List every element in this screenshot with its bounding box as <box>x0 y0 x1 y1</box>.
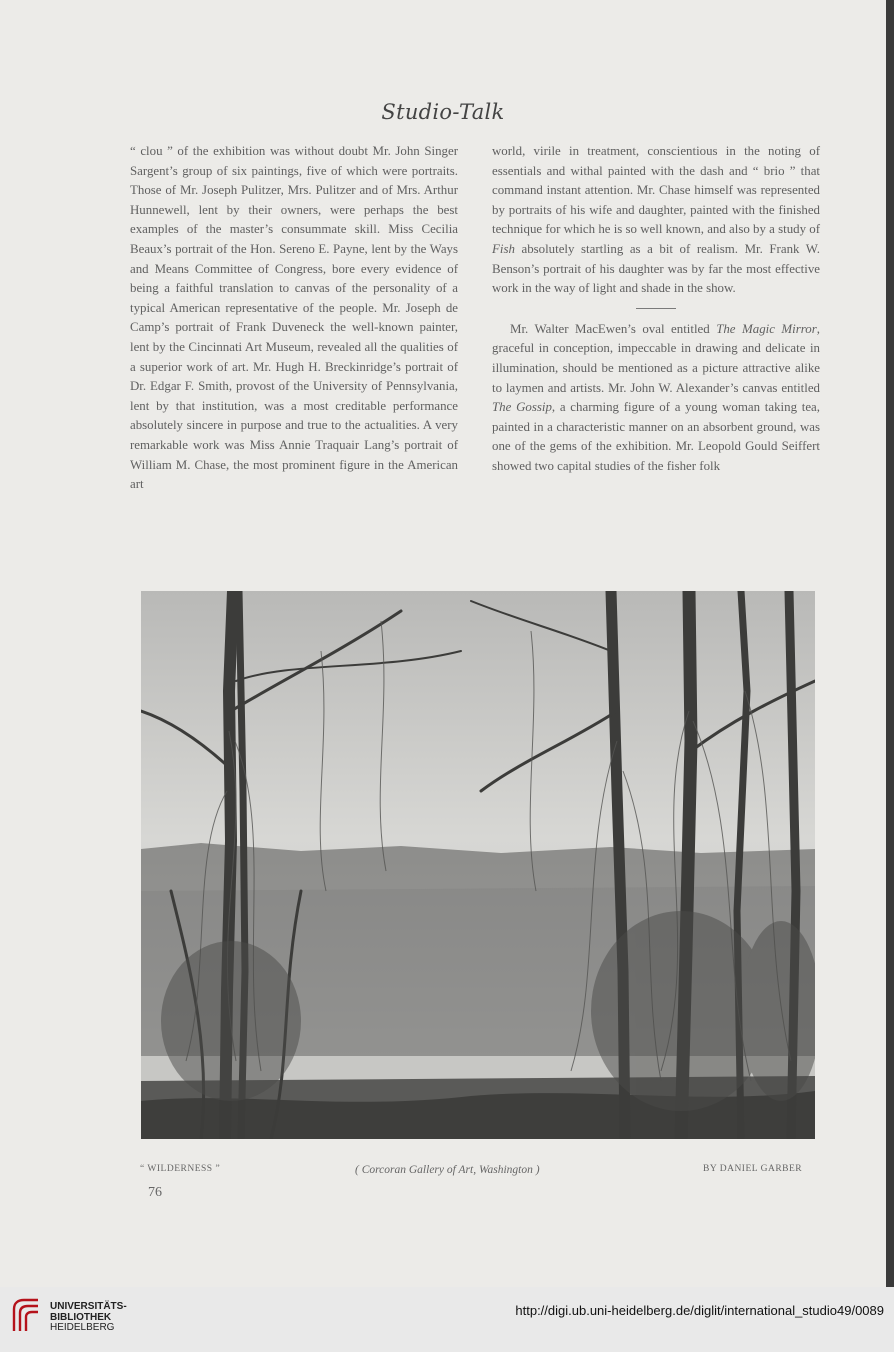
caption-source: ( Corcoran Gallery of Art, Washington ) <box>355 1164 540 1176</box>
library-name-line: BIBLIOTHEK <box>50 1311 112 1323</box>
library-footer <box>0 1287 894 1352</box>
caption-artist: BY DANIEL GARBER <box>703 1164 803 1174</box>
library-logo-icon <box>10 1297 42 1333</box>
text-run: world, virile in treatment, conscientious in the noting of essentials and withal painted with the dash and “ brio ” that command instant attention. Mr. Chase himself was represented by portraits of his wife and daughter, painted with the finished technique for which he is so well known, and also by a study of <box>492 144 820 237</box>
text-run: , graceful in conception, impeccable in drawing and delicate in illumination, should be mentioned as a picture attractive alike to laymen and artists. Mr. John W. Alexander’s canvas entitled <box>492 321 820 395</box>
caption-title: “ WILDERNESS ” <box>140 1164 221 1174</box>
text-run: , a charming figure of a young woman taking tea, painted in a characteristic manner on an absorbent ground, was one of the gems of the exhibition. Mr. Leopold Gould Seiffert showed two capital studies of the fisher folk <box>492 400 820 473</box>
painting-plate <box>141 591 815 1139</box>
page-number: 76 <box>148 1185 162 1200</box>
artwork-title: The Magic Mirror <box>716 321 817 336</box>
artwork-title: The Gossip <box>492 400 552 415</box>
library-name-line: UNIVERSITÄTS- <box>50 1301 127 1312</box>
library-name-line: HEIDELBERG <box>50 1322 115 1333</box>
page-edge <box>886 0 894 1287</box>
text-run: absolutely startling as a bit of realism. Mr. Frank W. Benson’s portrait of his daughter was by far the most effective work in the way of light and shade in the show. <box>492 241 820 296</box>
paragraph <box>492 320 820 477</box>
text-column-right <box>492 142 820 477</box>
text-column-left <box>130 142 458 495</box>
text-run: Mr. Walter MacEwen’s oval entitled <box>510 321 717 336</box>
paragraph <box>492 142 820 299</box>
paragraph: “ clou ” of the exhibition was without doubt Mr. John Singer Sargent’s group of six paintings, five of which were portraits. Those of Mr. Joseph Pulitzer, Mrs. Pulitzer and of Mrs. Arthur Hunnewell, lent by their owners, were perhaps the best examples of the master’s consummate skill. Miss Cecilia Beaux’s portrait of the Hon. Sereno E. Payne, lent by the Ways and Means Committee of Congress, bore every evidence of being a faithful translation to canvas of the personality of a typical American representative of the people. Mr. Joseph de Camp’s portrait of Frank Duveneck the well-known painter, lent by the Cincinnati Art Museum, revealed all the qualities of a superior work of art. Mr. Hugh H. Breckinridge’s portrait of Dr. Edgar F. Smith, provost of the University of Pennsylvania, lent by that institution, was a most creditable performance absolutely sincere in purpose and true to the actualities. A very remarkable work was Miss Annie Traquair Lang’s portrait of William M. Chase, the most prominent figure in the American art <box>130 144 458 492</box>
library-name <box>50 1302 127 1334</box>
section-rule <box>636 308 676 309</box>
permalink-url[interactable]: http://digi.ub.uni-heidelberg.de/diglit/international_studio49/0089 <box>515 1303 884 1318</box>
artwork-title: Fish <box>492 241 515 256</box>
running-head: Studio-Talk <box>381 100 505 124</box>
